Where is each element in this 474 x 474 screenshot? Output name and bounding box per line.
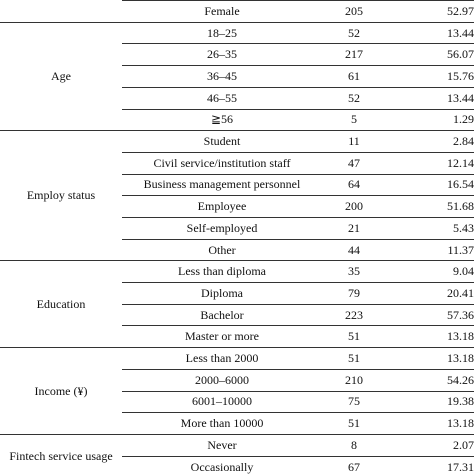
count-cell: 217: [345, 47, 363, 61]
category-cell: Female: [204, 4, 240, 18]
row-divider: [122, 65, 474, 66]
row-divider: [122, 282, 474, 283]
row-divider: [122, 304, 474, 305]
row-divider: [122, 87, 474, 88]
percent-cell: 51.68: [447, 199, 474, 213]
percent-cell: 13.44: [447, 26, 474, 40]
group-label: [0, 0, 122, 1]
percent-cell: 13.18: [447, 329, 474, 343]
percent-cell: 12.14: [447, 156, 474, 170]
count-cell: 8: [351, 438, 357, 452]
row-divider: [122, 195, 474, 196]
count-cell: 11: [348, 134, 360, 148]
group-divider: [0, 347, 474, 348]
count-cell: 67: [348, 460, 360, 474]
percent-cell: 5.43: [453, 221, 474, 235]
category-cell: Never: [207, 438, 237, 452]
category-cell: Business management personnel: [143, 177, 301, 191]
category-cell: More than 10000: [180, 416, 264, 430]
category-cell: Master or more: [185, 329, 259, 343]
category-cell: Diploma: [201, 286, 243, 300]
count-cell: 47: [348, 156, 360, 170]
category-cell: Self-employed: [186, 221, 258, 235]
row-divider: [122, 174, 474, 175]
percent-cell: 54.26: [447, 373, 474, 387]
count-cell: 61: [348, 69, 360, 83]
group-divider: [0, 130, 474, 131]
percent-cell: 20.41: [447, 286, 474, 300]
category-cell: 2000–6000: [195, 373, 249, 387]
category-cell: Other: [208, 243, 236, 257]
group-divider: [0, 260, 474, 261]
percent-cell: 56.07: [447, 47, 474, 61]
count-cell: 51: [348, 351, 360, 365]
group-label: Fintech service usage: [9, 449, 113, 463]
category-cell: 18–25: [207, 26, 237, 40]
count-cell: 64: [348, 177, 360, 191]
group-label: Income (¥): [34, 384, 88, 398]
category-cell: Civil service/institution staff: [153, 156, 291, 170]
percent-cell: 2.07: [453, 438, 474, 452]
percent-cell: 16.54: [447, 177, 474, 191]
count-cell: 205: [345, 4, 363, 18]
group-label: Education: [36, 297, 86, 311]
count-cell: 21: [348, 221, 360, 235]
percent-cell: 1.29: [453, 112, 474, 126]
category-cell: 46–55: [207, 91, 237, 105]
category-cell: 26–35: [207, 47, 237, 61]
row-divider: [122, 369, 474, 370]
percent-cell: 52.97: [447, 4, 474, 18]
group-divider: [0, 434, 474, 435]
category-cell: ≧56: [210, 112, 234, 126]
category-cell: Less than 2000: [185, 351, 259, 365]
count-cell: 5: [351, 112, 357, 126]
percent-cell: 19.38: [447, 394, 474, 408]
category-cell: Bachelor: [200, 308, 244, 322]
count-cell: 200: [345, 199, 363, 213]
count-cell: 210: [345, 373, 363, 387]
row-divider: [122, 412, 474, 413]
count-cell: 52: [348, 91, 360, 105]
group-divider: [0, 22, 474, 23]
count-cell: 51: [348, 329, 360, 343]
percent-cell: 9.04: [453, 264, 474, 278]
percent-cell: 13.18: [447, 351, 474, 365]
percent-cell: 57.36: [447, 308, 474, 322]
count-cell: 35: [348, 264, 360, 278]
percent-cell: 13.18: [447, 416, 474, 430]
count-cell: 51: [348, 416, 360, 430]
percent-cell: 2.84: [453, 134, 474, 148]
percent-cell: 17.31: [447, 460, 474, 474]
group-label: Age: [51, 69, 71, 83]
category-cell: 6001–10000: [192, 394, 252, 408]
row-divider: [122, 152, 474, 153]
count-cell: 44: [348, 243, 360, 257]
count-cell: 79: [348, 286, 360, 300]
category-cell: Occasionally: [190, 460, 254, 474]
row-divider: [122, 43, 474, 44]
percent-cell: 15.76: [447, 69, 474, 83]
percent-cell: 11.37: [447, 243, 474, 257]
category-cell: Less than diploma: [178, 264, 266, 278]
category-cell: 36–45: [207, 69, 237, 83]
percent-cell: 13.44: [447, 91, 474, 105]
row-divider: [122, 0, 474, 1]
row-divider: [122, 456, 474, 457]
category-cell: Student: [203, 134, 241, 148]
group-label: Employ status: [26, 188, 96, 202]
category-cell: Employee: [197, 199, 247, 213]
row-divider: [122, 109, 474, 110]
row-divider: [122, 239, 474, 240]
count-cell: 52: [348, 26, 360, 40]
count-cell: 75: [348, 394, 360, 408]
count-cell: 223: [345, 308, 363, 322]
row-divider: [122, 217, 474, 218]
row-divider: [122, 325, 474, 326]
row-divider: [122, 391, 474, 392]
